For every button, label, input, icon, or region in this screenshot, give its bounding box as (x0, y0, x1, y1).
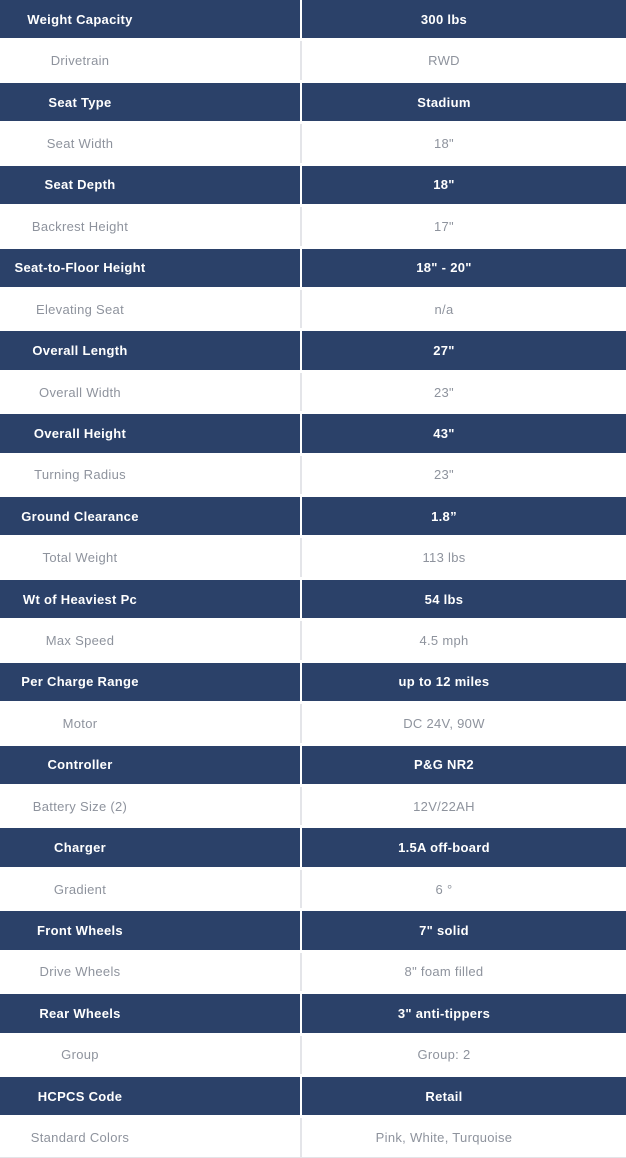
spec-row (0, 704, 626, 742)
spec-value: up to 12 miles (398, 674, 490, 690)
spec-row (0, 328, 626, 372)
spec-row (0, 1036, 626, 1074)
spec-label: Gradient (0, 870, 302, 908)
spec-label: Backrest Height (0, 207, 302, 245)
spec-row (0, 660, 626, 704)
spec-value: 23" (434, 384, 454, 400)
spec-row (0, 621, 626, 659)
spec-row (0, 870, 626, 908)
spec-label: Seat Type (0, 83, 302, 121)
spec-row (0, 991, 626, 1035)
spec-label: Weight Capacity (0, 0, 302, 38)
spec-value: 23" (434, 467, 454, 483)
spec-label: HCPCS Code (0, 1077, 302, 1115)
spec-label: Overall Length (0, 331, 302, 369)
spec-value: Retail (425, 1088, 463, 1104)
spec-row (0, 494, 626, 538)
spec-label: Per Charge Range (0, 663, 302, 701)
spec-value: 300 lbs (420, 11, 468, 27)
spec-label: Drive Wheels (0, 953, 302, 991)
spec-label: Ground Clearance (0, 497, 302, 535)
spec-value: Pink, White, Turquoise (375, 1130, 513, 1146)
spec-value: 8" foam filled (404, 964, 484, 980)
spec-row (0, 787, 626, 825)
spec-label: Standard Colors (0, 1118, 302, 1156)
spec-label: Front Wheels (0, 911, 302, 949)
spec-label: Total Weight (0, 538, 302, 576)
spec-label: Turning Radius (0, 456, 302, 494)
spec-value: 18" (434, 135, 454, 151)
spec-value: 17" (434, 218, 454, 234)
spec-value: 1.8” (431, 508, 457, 524)
spec-value: 12V/22AH (413, 798, 475, 814)
spec-value: DC 24V, 90W (403, 715, 485, 731)
spec-row (0, 825, 626, 869)
spec-label: Max Speed (0, 621, 302, 659)
spec-label: Group (0, 1036, 302, 1074)
spec-row (0, 1074, 626, 1118)
spec-label: Overall Width (0, 373, 302, 411)
spec-value: 18" (433, 177, 455, 193)
spec-value: RWD (428, 53, 460, 69)
spec-label: Wt of Heaviest Pc (0, 580, 302, 618)
spec-value: 4.5 mph (419, 633, 469, 649)
spec-label: Motor (0, 704, 302, 742)
spec-row (0, 246, 626, 290)
spec-value: 43" (433, 425, 455, 441)
spec-row (0, 80, 626, 124)
spec-value: 1.5A off-board (398, 840, 490, 856)
spec-row (0, 373, 626, 411)
spec-row (0, 290, 626, 328)
spec-value: Group: 2 (417, 1047, 471, 1063)
spec-label: Seat Width (0, 124, 302, 162)
spec-row (0, 577, 626, 621)
spec-label: Battery Size (2) (0, 787, 302, 825)
spec-value: Stadium (417, 94, 471, 110)
spec-value: P&G NR2 (414, 757, 474, 773)
spec-value: 54 lbs (424, 591, 464, 607)
spec-label: Drivetrain (0, 41, 302, 79)
spec-value: 113 lbs (422, 550, 466, 566)
spec-label: Overall Height (0, 414, 302, 452)
spec-value: 6 ° (435, 881, 453, 897)
spec-value: 7" solid (419, 922, 469, 938)
spec-label: Elevating Seat (0, 290, 302, 328)
spec-label: Charger (0, 828, 302, 866)
spec-row (0, 411, 626, 455)
spec-row (0, 743, 626, 787)
spec-label: Seat Depth (0, 166, 302, 204)
spec-row (0, 1118, 626, 1156)
spec-row (0, 207, 626, 245)
spec-value: n/a (434, 301, 454, 317)
spec-row (0, 908, 626, 952)
spec-label: Seat-to-Floor Height (0, 249, 302, 287)
spec-row (0, 456, 626, 494)
spec-row (0, 538, 626, 576)
spec-row (0, 953, 626, 991)
spec-row (0, 0, 626, 41)
spec-row (0, 41, 626, 79)
spec-label: Controller (0, 746, 302, 784)
spec-value: 27" (433, 343, 455, 359)
spec-row (0, 124, 626, 162)
spec-value: 3" anti-tippers (397, 1005, 491, 1021)
spec-label: Rear Wheels (0, 994, 302, 1032)
spec-value: 18" - 20" (416, 260, 472, 276)
spec-row (0, 163, 626, 207)
